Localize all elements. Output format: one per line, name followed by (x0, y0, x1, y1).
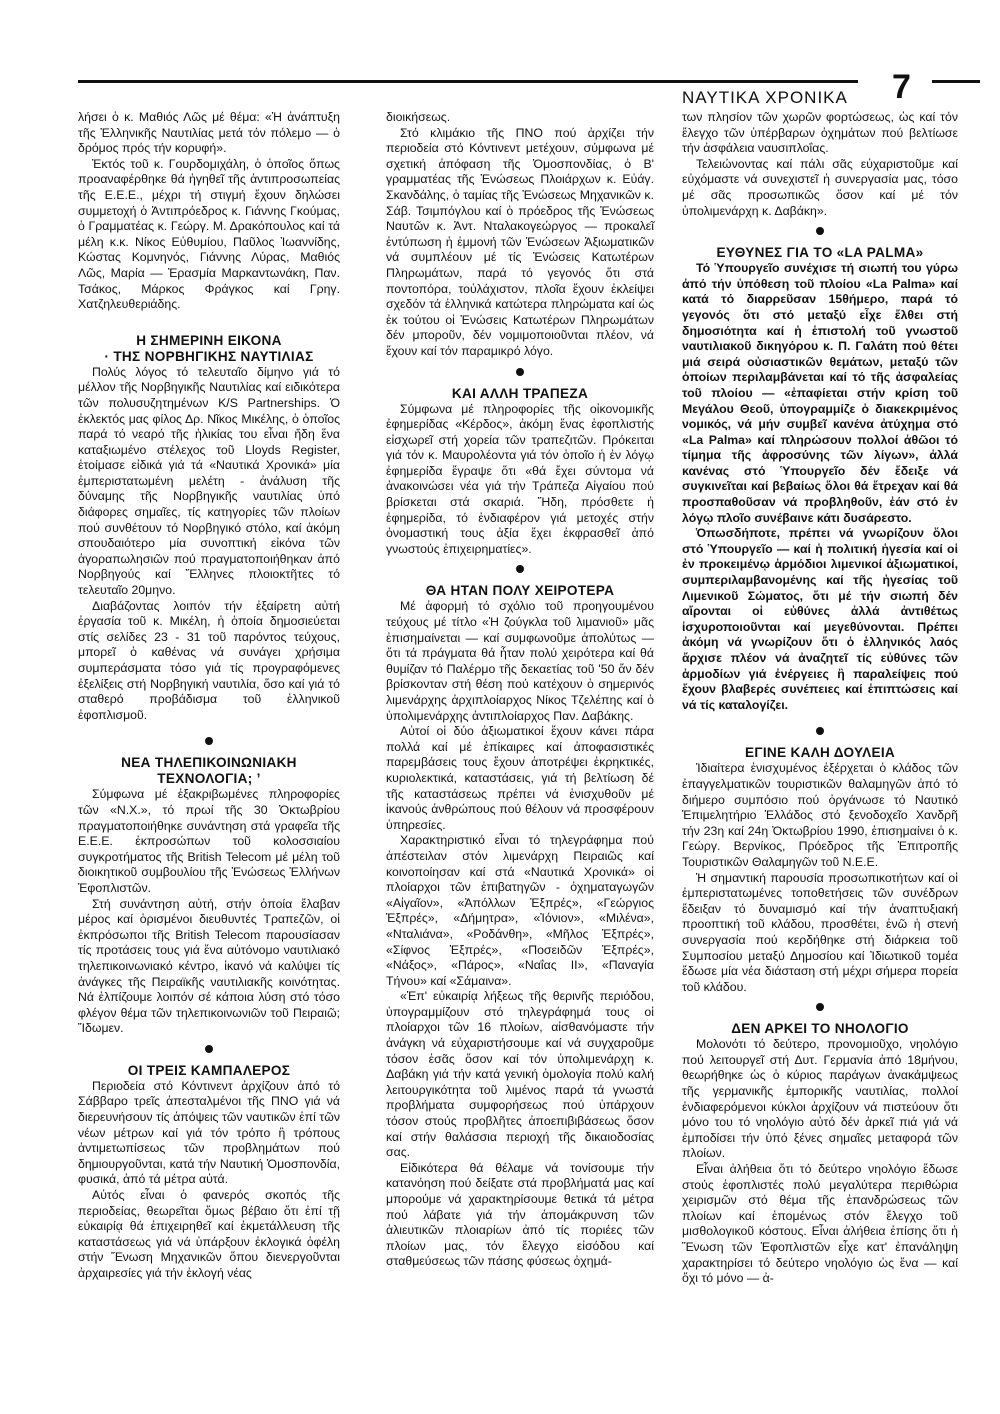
page-number: 7 (892, 68, 911, 106)
column-2 (386, 110, 654, 1270)
paragraph: Ἰδιαίτερα ἐνισχυμένος ἐξέρχεται ὁ κλάδος τῶν ἐπαγγελματικῶν τουριστικῶν θαλαμηγῶν ἀπό τό διήμερο συμπόσιο πού ὀργάνωσε τό Ναυτικό Ἐπιμελητήριο Ἑλλάδος στό ξενοδοχεῖο Χανδρῆ τήν 23η καί 24η Ὀκτωβρίου 1990, ἐπισημαίνει ὁ κ. Γεώργ. Βερνίκος, Πρόεδρος τῆς Ἐπιτροπῆς Τουριστικῶν Θαλαμηγῶν τοῦ Ν.Ε.Ε. (682, 761, 958, 869)
section-bullet (205, 737, 213, 745)
section-bullet (816, 1003, 824, 1011)
section-bullet (816, 727, 824, 735)
header-rule-right (932, 80, 980, 83)
headline-la-palma: ΕΥΘΥΝΕΣ ΓΙΑ ΤΟ «LA PALMA» (716, 245, 924, 261)
header-rule (78, 80, 858, 83)
paragraph: Μέ ἀφορμή τό σχόλιο τοῦ προηγουμένου τεύχους μέ τίτλο «Ἡ ζούγκλα τοῦ λιμανιοῦ» μᾶς ἐπισημαίνεται — καί συμφωνοῦμε ἀπολύτως — ὅτι τά πράγματα θά ἦταν πολύ χειρότερα καί θά θυμίζαν τό Παλέρμο τῆς δεκαετίας τοῦ '50 ἄν δέν βρίσκονταν στή θέση πού κατέχουν ὁ σημερινός λιμενάρχης ἀρχιπλοίαρχος Νίκος Τζελέπης καί ὁ ὑπολιμενάρχης ἀντιπλοίαρχος Παν. Δαβάκης. (386, 599, 654, 723)
paragraph: Περιοδεία στό Κόντινεντ ἀρχίζουν ἀπό τό Σάββαρο τρεῖς ἀπεσταλμένοι τῆς ΠΝΟ γιά νά διερευνήσουν τίς ἀπόψεις τῶν ναυτικῶν ἐπί τῶν νέων μέτρων καί γιά τόν τρόπο ἢ τρόπους ἀντιμετωπίσεως τῶν προβλημάτων πού δημιουργοῦνται, κατά τήν Ναυτική Ὁμοσπονδία, φυσικά, ἀπό τά μέτρα αὐτά. (78, 1078, 340, 1187)
paragraph: Πολύς λόγος τό τελευταῖο δίμηνο γιά τό μέλλον τῆς Νορβηγικῆς Ναυτιλίας καί ειδικότερα τῶν πολυσυζητημένων K/S Partnerships. Ὁ ἐκλεκτός μας φίλος Δρ. Νῖκος Μικέλης, ὁ ὁποῖος παρά τό νεαρό τῆς ἡλικίας του εἶναι ἤδη ἕνα καταξιωμένο στέλεχος τοῦ Lloyds Register, ἑτοίμασε εἰδικά γιά τά «Ναυτικά Χρονικά» μία ἐμπεριστατωμένη μελέτη - ἀνάλυση τῆς δύναμης τῆς Νορβηγικῆς ναυτιλίας ὑπό διάφορες σημαῖες, τίς κατηγορίες τῶν πλοίων πού συνθέτουν τό Νορβηγικό στόλο, καί ἀκόμη σπουδαιότερο μία συνοπτική εἰκόνα τῶν ἀγοραπωλησιῶν πού πραγματοποιήθηκαν ἀπό Νορβηγούς καί Ἕλληνες πλοιοκτῆτες τό τελευταῖο 20μηνο. (78, 364, 340, 598)
headline-good-job: ΕΓΙΝΕ ΚΑΛΗ ΔΟΥΛΕΙΑ (744, 745, 896, 761)
column-1 (78, 110, 340, 1282)
paragraph: Αὐτός εἶναι ὁ φανερός σκοπός τῆς περιοδείας, θεωρεῖται ὅμως βέβαιο ὅτι ἐπί τῇ εὐκαιρίᾳ θά ἐπιχειρηθεῖ καί ἐκμετάλλευση τῆς καταστάσεως γιά νά ὑπάρξουν ἐκλογικά ὀφέλη στήν Ἕνωση Μηχανικῶν ὅπου διενεργοῦνται ἀρχαιρεσίες γιά τήν ἐκλογή νέας (78, 1188, 340, 1280)
paragraph: Ἐκτός τοῦ κ. Γουρδομιχάλη, ὁ ὁποῖος ὅπως προαναφέρθηκε θά ἡγηθεῖ τῆς ἀντιπροσωπείας τῆς Ε.Ε.Ε., μέχρι τή στιγμή ἔχουν δηλώσει συμμετοχή ὁ Ἀντιπρόεδρος κ. Γιάννης Γκούμας, ὁ Γραμματέας κ. Γεώργ. Μ. Δρακόπουλος καί τά μέλη κ.κ. Νίκος Εὐθυμίου, Παῦλος Ἰωαννίδης, Κώστας Κομνηνός, Γιάννης Λύρας, Μαθιός Λῶς, Μαρία — Ἐρασμία Μαρκαντωνάκη, Παν. Τσάκος, Μάρκος Φράγκος καί Γρηγ. Χατζηλευθεριάδης. (78, 156, 340, 312)
paragraph: Μολονότι τό δεύτερο, προνομιοῦχο, νηολόγιο πού λειτουργεῖ στή Δυτ. Γερμανία ἀπό 18μήνου, θεωρήθηκε ὡς ὁ κύριος παράγων ἀνακάμψεως τῆς γερμανικῆς ἐμπορικῆς ναυτιλίας, πολλοί ἐνδιαφερόμενοι κύκλοι ἀρχίζουν νά πιστεύουν ὅτι μόνο του τό νηολόγιο αὐτό δέν ἀρκεῖ πιά γιά νά ἐμποδίσει τήν ὑπό ξένες σημαῖες μεταφορά τῶν πλοίων. (682, 1037, 958, 1161)
newspaper-name: ΝΑΥΤΙΚΑ ΧΡΟΝΙΚΑ (682, 88, 848, 107)
paragraph: των πλησίον τῶν χωρῶν φορτώσεως, ὡς καί τόν ἔλεγχο τῶν ὑπέρβαρων ὀχημάτων πού βελτίωσε τήν ἀσφάλεια ναυσιπλοΐας. (682, 110, 958, 156)
paragraph: Στή συνάντηση αὐτή, στήν ὁποία ἔλαβαν μέρος καί ὁρισμένοι διευθυντές Τραπεζῶν, οἱ ἐκπρόσωποι τῆς British Telecom παρουσίασαν τίς προτάσεις τους γιά ἕνα αὐτόνομο ναυτιλιακό τηλεπικοινωνιακό κέντρο, ἱκανό νά καλύψει τίς ἀνάγκες τῆς Πειραϊκῆς ναυτιλιακῆς κοινότητας. Νά ἐλπίζουμε λοιπόν σέ κάποια λύση στό τόσο φλέγον θέμα τῶν τηλεπικοινωνιῶν τοῦ Πειραιῶ; Ἴδωμεν. (78, 896, 340, 1036)
paragraph: Σύμφωνα μέ πληροφορίες τῆς οἰκονομικῆς ἐφημερίδας «Κέρδος», ἀκόμη ἕνας ἐφοπλιστής εἰσχωρεῖ στή χορεία τῶν τραπεζιτῶν. Πρόκειται γιά τόν κ. Μαυρολέοντα γιά τόν ὁποῖο ἡ ἐν λόγῳ ἐφημερίδα ἔγραψε ὅτι «θά ἔχει σύντομα νά ἀνακοινώσει νέα γιά τήν Τράπεζα Αἰγαίου πού βρίσκεται στά σκαριά. Ἤδη, πρόσθετε ἡ ἐφημερίδα, τό ἐνδιαφέρον γιά μετοχές στήν ὀνομαστική τους ἀξία ἔχει ἐκφρασθεῖ ἀπό γνωστούς ἐπιχειρηματίες». (386, 401, 654, 556)
paragraph: Εἰδικότερα θά θέλαμε νά τονίσουμε τήν κατανόηση πού δείξατε στά προβλήματά μας καί μπορούμε νά χαρακτηρίσουμε θετικά τά μέτρα πού λάβατε γιά τήν ἀπομάκρυνση τῶν ἀλιευτικῶν πλοιαρίων ἀπό τίς ποριέες τῶν πλοίων μας, τόν ἔλεγχο εἰσόδου καί σταθμεύσεως τῶν πάσης φύσεως ὀχημά- (386, 1160, 654, 1269)
headline-another-bank: ΚΑΙ ΑΛΛΗ ΤΡΑΠΕΖΑ (451, 385, 589, 401)
paragraph: Εἶναι ἀλήθεια ὅτι τό δεύτερο νηολόγιο ἔδωσε στούς ἐφοπλιστές πολύ μεγαλύτερα περιθώρια χειρισμῶν στό θέμα τῆς ἐπανδρώσεως τῶν πλοίων καί ἑπομένως στόν ἔλεγχο τοῦ μισθολογικοῦ κόστους. Εἶναι ἀλήθεια ἐπίσης ὅτι ἡ Ἕνωση τῶν Ἐφοπλιστῶν εἶχε κατ' ἐπανάληψη χαρακτηρίσει τό δεύτερο νηολόγιο ὡς ἕνα — καί ὄχι τό μόνο — ἀ- (682, 1162, 958, 1286)
headline-three-caballeros: ΟΙ ΤΡΕΙΣ ΚΑΜΠΑΛΕΡΟΣ (127, 1062, 291, 1078)
headline-norwegian-shipping: Η ΣΗΜΕΡΙΝΗ ΕΙΚΟΝΑ · ΤΗΣ ΝΟΡΒΗΓΙΚΗΣ ΝΑΥΤΙΛΙΑΣ (104, 332, 314, 364)
paragraph: Τό Ὑπουργεῖο συνέχισε τή σιωπή του γύρω ἀπό τήν ὑπόθεση τοῦ πλοίου «La Palma» καί κατά τό διαρρεῦσαν 15θήμερο, παρά τό γεγονός ὅτι στό μεταξύ εἶχε ἔλθει στή δημοσιότητα καί ἡ ἐπιστολή τοῦ γνωστοῦ ναυτιλιακοῦ δικηγόρου κ. Π. Γαλάτη πού θέτει μιά σειρά οὐσιαστικῶν θεμάτων, μεταξύ τῶν ὁποίων περιλαμβάνεται καί τό τῆς ἀσφαλείας τοῦ πλοίου — «ἐπαφίεται στήν κρίση τοῦ Μεγάλου Θεοῦ, ὑπογραμμίζε ὁ διακεκριμένος νομικός, νά μήν συμβεῖ κανένα ἀτύχημα στό «La Palma» καί πληρώσουν πολλοί ἀθῶοι τό τίμημα τῆς ἀφροσύνης τῶν λίγων», ἀλλά κανένας στό Ὑπουργεῖο δέν ἔδειξε νά συγκινεῖται καί βεβαίως ὅλοι θά ἔτρεχαν καί θά προσπαθοῦσαν νά προβληθοῦν, ἐάν στό ἐν λόγῳ πλοῖο συνέβαινε κάτι δυσάρεστο. (682, 261, 958, 525)
paragraph: «Ἐπ' εὐκαιρίᾳ λήξεως τῆς θερινῆς περιόδου, ὑπογραμμίζουν στό τηλεγράφημά τους οἱ πλοίαρχοι τῶν 16 πλοίων, αἰσθανόμαστε τήν ἀνάγκη νά εὐχαριστήσουμε καί νά συγχαροῦμε τόσον ἐσᾶς ὅσον καί τόν ὑπολιμενάρχη κ. Δαβάκη γιά τήν κατά γενική ὁμολογία πολύ καλή λειτουργικότητα τοῦ λιμένος παρά τά γνωστά προβλήματα συμφορήσεως πού ὑπάρχουν τόσον στούς προβλῆτες ἀποεπιβιβάσεως ὅσον καί στήν θαλάσσια περιοχή τῆς δικαιοδοσίας σας. (386, 989, 654, 1160)
paragraph: Ὁπωσδήποτε, πρέπει νά γνωρίζουν ὅλοι στό Ὑπουργεῖο — καί ἡ πολιτική ἡγεσία καί οἱ ἐν προκειμένῳ ἁρμόδιοι λιμενικοί ἀξιωματικοί, συμπεριλαμβανομένης καί τῆς ἡγεσίας τοῦ Λιμενικοῦ Σώματος, ὅτι μέ τήν σιωπή δέν αἴρονται οἱ εὐθύνες ἀλλά ἀντιθέτως ἰσχυροποιοῦνται καί μεγεθύνονται. Πρέπει ἀκόμη νά γνωρίζουν ὅτι ὁ ἑλληνικός λαός ἄρχισε πλέον νά ἀναζητεῖ τίς εὐθύνες τῶν ἁρμοδίων γιά ἐνέργειες ἢ παραλείψεις πού ἔχουν βλαβερές συνέπειες καί ἐπιπτώσεις καί νά τίς καταλογίζει. (682, 526, 958, 712)
paragraph: διοικήσεως. (386, 110, 451, 124)
paragraph: Αὐτοί οἱ δύο ἀξιωματικοί ἔχουν κάνει πάρα πολλά καί μέ ἐπίκαιρες καί ἀποφασιστικές παρεμβάσεις τους ἔχουν ἀποτρέψει ἐκρηκτικές, κυριολεκτικά, καταστάσεις, γιά τή βελτίωση δέ τῆς καταστάσεως πρέπει νά ἐνισχυθοῦν μέ ἱκανούς ἀνθρώπους πού θέλουν νά προσφέρουν ὑπηρεσίες. (386, 724, 654, 832)
headline-telecom: ΝΕΑ ΤΗΛΕΠΙΚΟΙΝΩΝΙΑΚΗ ΤΕΧΝΟΛΟΓΙΑ; ’ (121, 755, 297, 787)
paragraph: Διαβάζοντας λοιπόν τήν ἐξαίρετη αὐτή ἐργασία τοῦ κ. Μικέλη, ἡ ὁποία δημοσιεύεται στίς σελίδες 23 - 31 τοῦ παρόντος τεύχους, μπορεῖ ὁ καθένας νά συνάγει χρήσιμα συμπεράσματα τόσο γιά τίς προγραφόμενες ἐξελίξεις στή Νορβηγική ναυτιλία, ὅσο καί γιά τό σταθερό προβάδισμα τοῦ ἑλληνικοῦ ἐφοπλισμοῦ. (78, 598, 340, 722)
section-bullet (205, 1045, 213, 1053)
paragraph: λήσει ὁ κ. Μαθιός Λῶς μέ θέμα: «Ἡ ἀνάπτυξη τῆς Ἑλληνικῆς Ναυτιλίας μετά τόν πόλεμο — ὁ δρόμος πρός τήν κορυφή». (78, 110, 340, 156)
section-bullet (816, 227, 824, 235)
paragraph: Ἡ σημαντική παρουσία προσωπικοτήτων καί οἱ ἐμπεριστατωμένες τοποθετήσεις τῶν συνέδρων ἔδειξαν τό δυναμισμό καί τήν ἀναπτυξιακή προοπτική τοῦ κλάδου, προσθέτει, ἐνῶ ἡ στενή συνεργασία πού κερδήθηκε στή διάρκεια τοῦ Συμποσίου μεταξύ Δημοσίου καί Ἰδιωτικοῦ τομέα ἔδωσε μία νέα διάσταση στή μέχρι σήμερα πορεία τοῦ κλάδου. (682, 870, 958, 994)
section-bullet (516, 565, 524, 573)
column-3 (682, 110, 958, 1287)
paragraph: Σύμφωνα μέ ἐξακριβωμένες πληροφορίες τῶν «Ν.Χ.», τό πρωί τῆς 30 Ὀκτωβρίου πραγματοποιήθηκε συνάντηση στά γραφεῖα τῆς Ε.Ε.Ε. ἐκπροσώπων τοῦ κολοσσιαίου συγκροτήματος τῆς British Telecom μέ μέλη τοῦ διοικητικοῦ συμβουλίου τῆς Ἑνώσεως Ἑλλήνων Ἐφοπλιστῶν. (78, 787, 340, 895)
headline-registry: ΔΕΝ ΑΡΚΕΙ ΤΟ ΝΗΟΛΟΓΙΟ (731, 1021, 909, 1037)
paragraph: Τελειώνοντας καί πάλι σᾶς εὐχαριστοῦμε καί εὐχόμαστε νά συνεχιστεῖ ἡ συνεργασία μας, τόσο μέ σᾶς προσωπικῶς ὅσον καί μέ τόν ὑπολιμενάρχη κ. Δαβάκη». (682, 156, 958, 218)
section-bullet (516, 368, 524, 376)
paragraph: Χαρακτηριστικό εἶναι τό τηλεγράφημα πού ἀπέστειλαν στόν λιμενάρχη Πειραιῶς καί κοινοποίησαν καί στά «Ναυτικά Χρονικά» οἱ πλοίαρχοι τῶν ἐπιβατηγῶν - ὀχηματαγωγῶν «Αἰγαῖον», «Ἀπόλλων Ἐξπρές», «Γεώργιος Ἐξπρές», «Δήμητρα», «Ἰόνιον», «Μιλένα», «Νταλιάνα», «Ροδάνθη», «Μῆλος Ἐξπρές», «Σίφνος Ἐξπρές», «Ποσειδῶν Ἐξπρές», «Νάξος», «Πάρος», «Ναΐας ΙΙ», «Παναγία Τήνου» καί «Σάμαινα». (386, 833, 654, 988)
paragraph: Στό κλιμάκιο τῆς ΠΝΟ πού ἀρχίζει τήν περιοδεία στό Κόντινεντ μετέχουν, σύμφωνα μέ σχετική ἀπόφαση τῆς Ὁμοσπονδίας, ὁ Β' γραμματέας τῆς Ἑνώσεως Πλοιάρχων κ. Εὐάγ. Σκανδάλης, ὁ ταμίας τῆς Ἑνώσεως Μηχανικῶν κ. Σάβ. Τσιμπόγλου καί ὁ πρόεδρος τῆς Ἑνώσεως Ναυτῶν κ. Ἀντ. Νταλακογεώργος — προκαλεῖ ἐντύπωση ἡ ἐμμονή τῶν Ἑνώσεων Ἀξιωματικῶν νά συμπλέουν μέ τίς Ἑνώσεις Κατωτέρων Πληρωμάτων, παρά τό γεγονός ὅτι στά ποντοπόρα, τοὐλάχιστον, πλοῖα ἔχουν ἐκλείψει σχεδόν τά ἑλληνικά κατώτερα πληρώματα καί ὡς ἐκ τούτου οἱ Ἑνώσεις Κατωτέρων Πληρωμάτων δέν μποροῦν, δέν νομιμοποιοῦνται πλέον, νά ἔχουν καί τόν παραμικρό λόγο. (386, 125, 654, 358)
headline-much-worse: ΘΑ ΗΤΑΝ ΠΟΛΥ ΧΕΙΡΟΤΕΡΑ (425, 583, 615, 599)
